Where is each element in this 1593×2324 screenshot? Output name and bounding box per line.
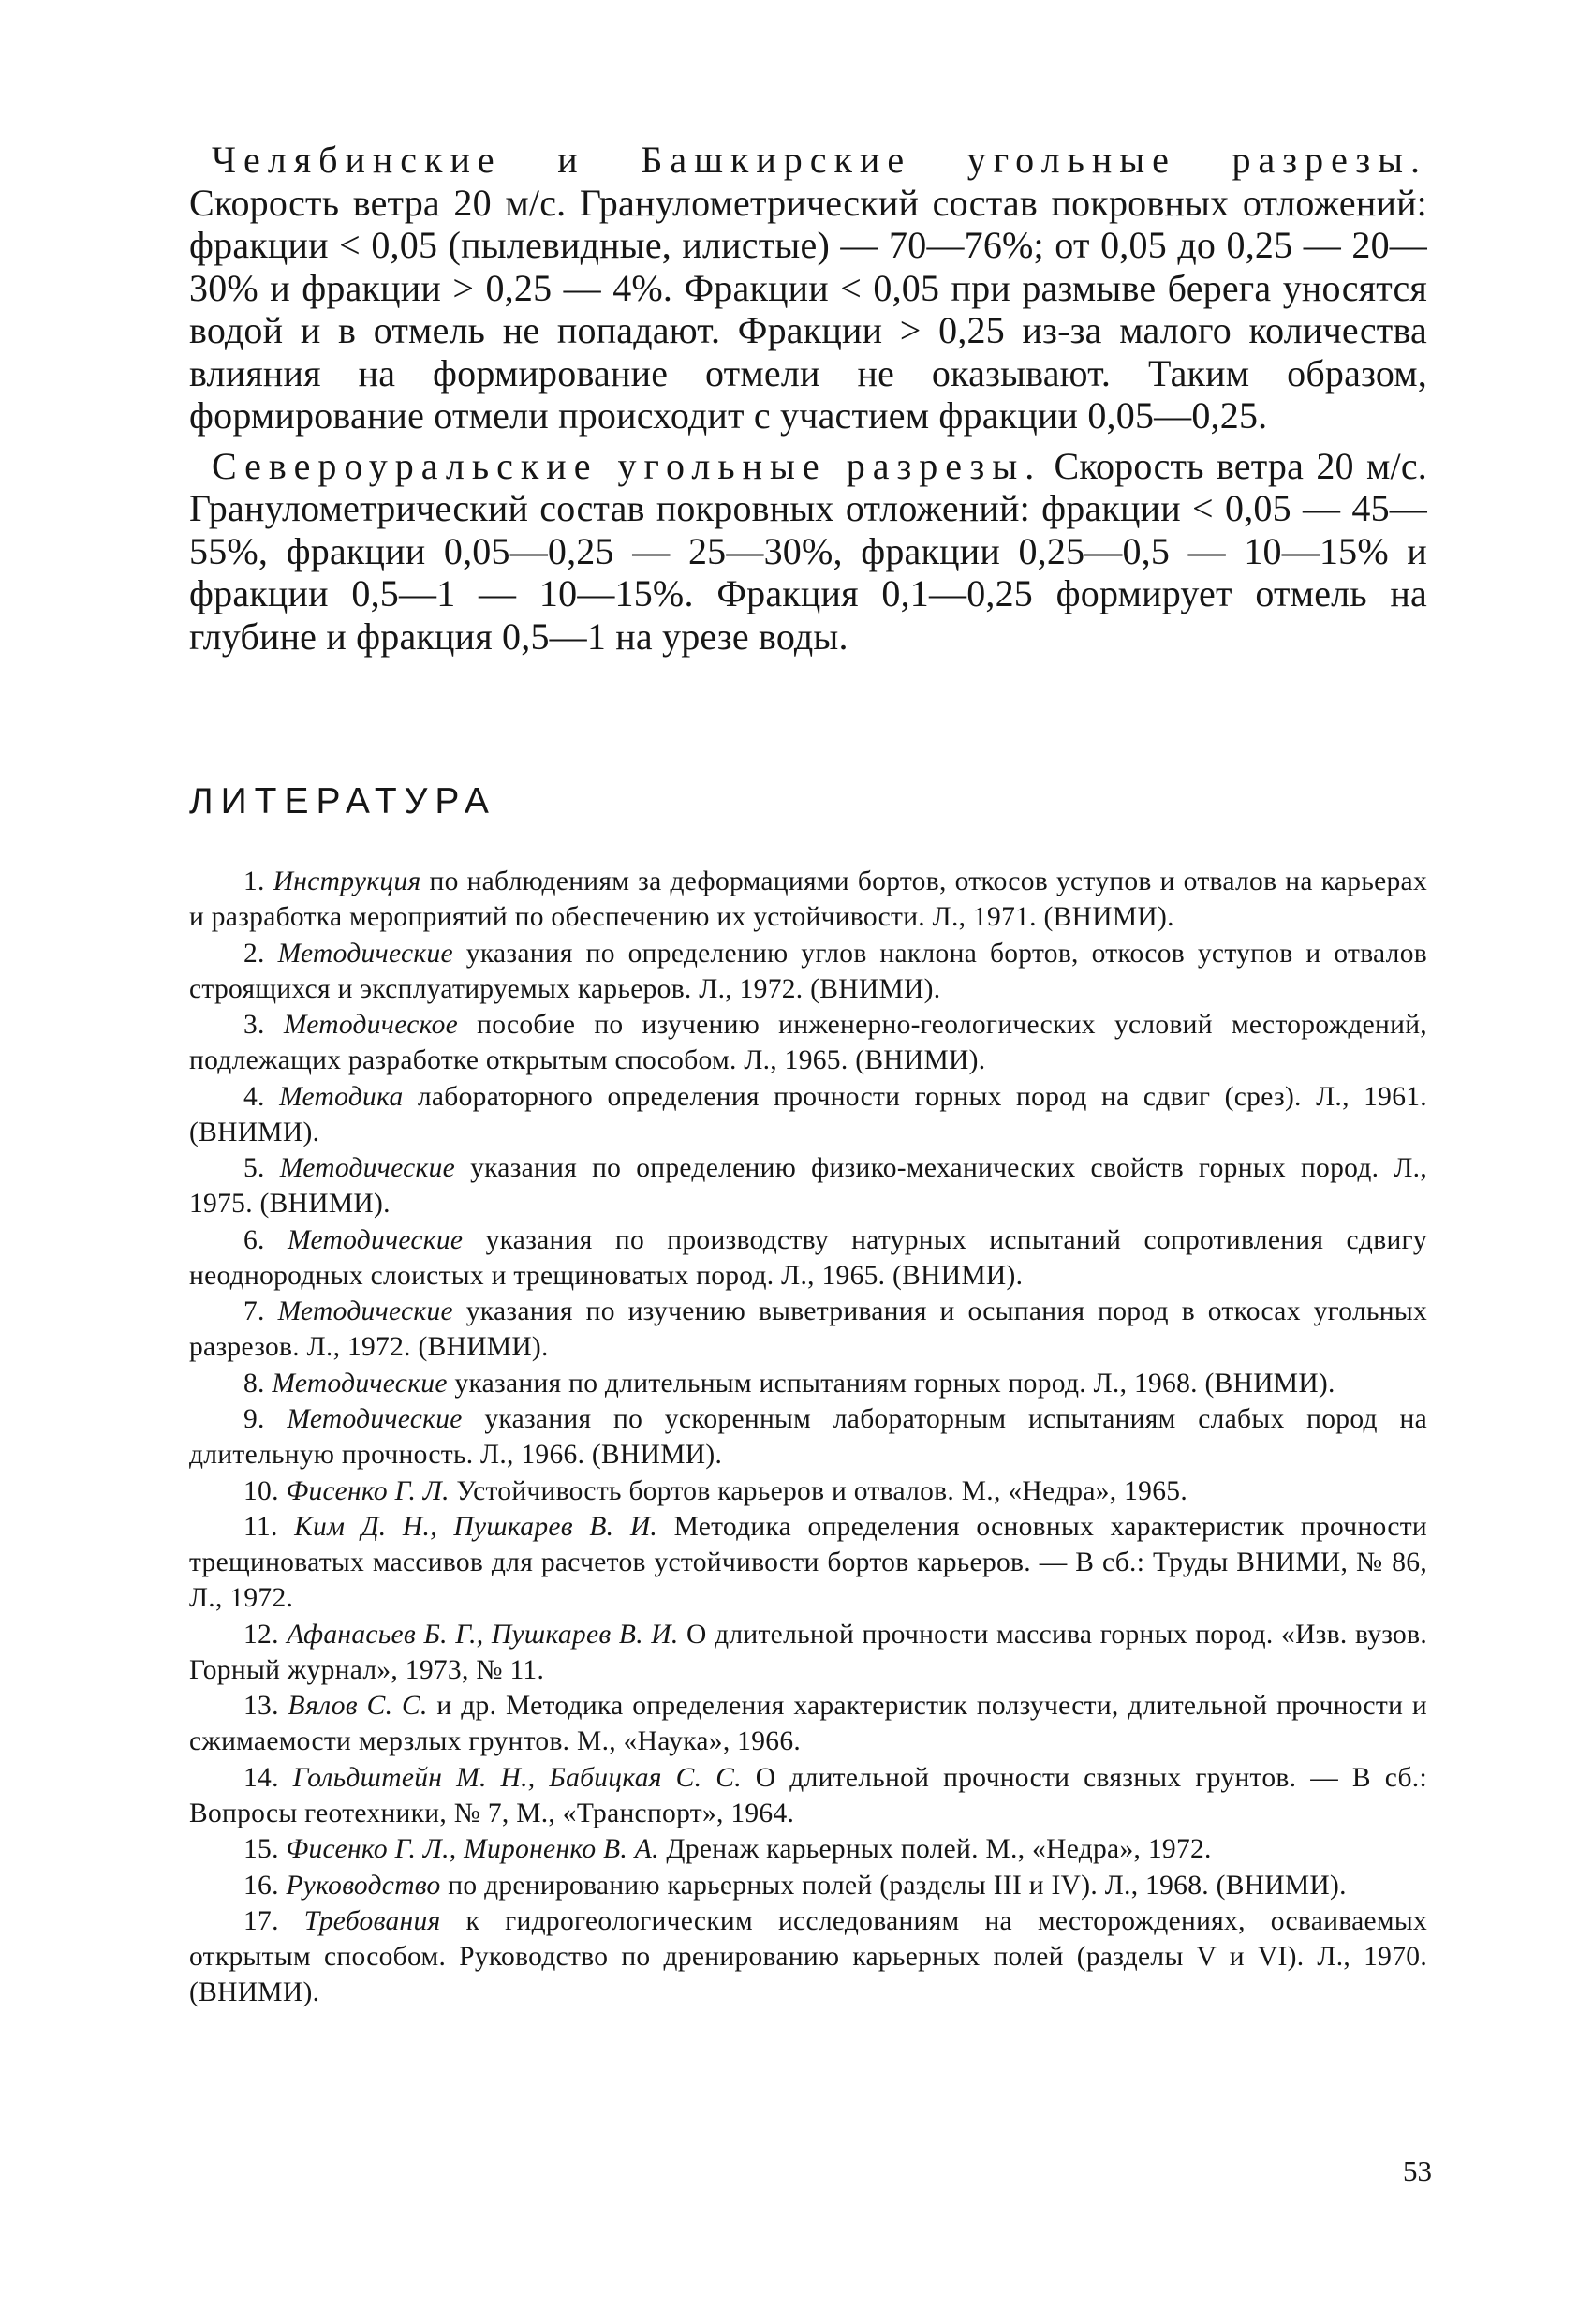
reference-text: к гидрогеологическим исследованиям на месторождениях, осваиваемых открытым способом. Руководство по дренированию карьерных полей (разделы V и VI). Л., 1970. (ВНИМИ). <box>189 1906 1427 2007</box>
literature-heading: ЛИТЕРАТУРА <box>189 781 496 822</box>
reference-italic: Инструкция <box>273 866 421 896</box>
reference-italic: Требования <box>303 1906 441 1936</box>
reference-text: по дренированию карьерных полей (разделы III и IV). Л., 1968. (ВНИМИ). <box>440 1870 1347 1901</box>
reference-number: 6. <box>243 1224 265 1255</box>
reference-italic: Методические <box>279 1153 456 1183</box>
reference-text: и др. Методика определения характеристик ползучести, длительной прочности и сжимаемости мерзлых грунтов. М., «Наука», 1966. <box>189 1691 1427 1756</box>
reference-italic: Методические <box>272 1368 448 1399</box>
reference-italic: Фисенко Г. Л., Мироненко В. А. <box>286 1834 659 1864</box>
reference-number: 15. <box>243 1834 279 1864</box>
reference-italic: Афанасьев Б. Г., Пушкарев В. И. <box>287 1619 679 1650</box>
paragraph-severoural <box>189 445 1427 659</box>
reference-number: 17. <box>243 1906 279 1936</box>
reference-item <box>189 1401 1427 1473</box>
reference-text: указания по определению углов наклона бортов, откосов уступов и отвалов строящихся и эксплуатируемых карьеров. Л., 1972. (ВНИМИ). <box>189 938 1427 1004</box>
paragraph-lead: Челябинские и Башкирские угольные разрезы. <box>212 139 1427 181</box>
reference-number: 16. <box>243 1870 279 1901</box>
reference-italic: Методические <box>288 1224 464 1255</box>
reference-text: указания по ускоренным лабораторным испытаниям слабых пород на длительную прочность. Л., 1966. (ВНИМИ). <box>189 1404 1427 1470</box>
paragraph-chelyabinsk <box>189 139 1427 437</box>
reference-item <box>189 1617 1427 1688</box>
reference-italic: Ким Д. Н., Пушкарев В. И. <box>294 1512 658 1542</box>
reference-item <box>189 1868 1427 1903</box>
reference-item <box>189 1509 1427 1616</box>
reference-text: указания по производству натурных испытаний сопротивления сдвигу неоднородных слоистых и трещиноватых пород. Л., 1965. (ВНИМИ). <box>189 1224 1427 1291</box>
reference-number: 1. <box>243 866 265 896</box>
reference-italic: Методические <box>287 1404 463 1434</box>
reference-italic: Методические <box>277 938 453 969</box>
reference-item <box>189 936 1427 1007</box>
reference-number: 5. <box>243 1153 265 1183</box>
reference-text: Методика определения основных характеристик прочности трещиноватых массивов для расчетов устойчивости бортов карьеров. — В сб.: Труды ВНИМИ, № 86, Л., 1972. <box>189 1512 1427 1613</box>
reference-italic: Фисенко Г. Л. <box>286 1475 450 1506</box>
reference-item <box>189 1222 1427 1294</box>
reference-italic: Руководство <box>286 1870 441 1901</box>
reference-number: 8. <box>243 1368 265 1399</box>
reference-text: пособие по изучению инженерно-геологических условий месторождений, подлежащих разработке открытым способом. Л., 1965. (ВНИМИ). <box>189 1010 1427 1075</box>
paragraph-lead: Североуральские угольные разрезы. <box>212 444 1042 487</box>
reference-list <box>189 864 1427 2010</box>
reference-text: указания по длительным испытаниям горных пород. Л., 1968. (ВНИМИ). <box>447 1368 1335 1399</box>
reference-italic: Гольдштейн М. Н., Бабицкая С. С. <box>292 1762 742 1793</box>
reference-number: 3. <box>243 1010 265 1040</box>
reference-number: 4. <box>243 1081 265 1112</box>
reference-item <box>189 1903 1427 2010</box>
reference-number: 10. <box>243 1475 279 1506</box>
reference-item <box>189 1688 1427 1759</box>
page-content <box>189 139 1427 2011</box>
reference-italic: Методическое <box>283 1010 459 1040</box>
reference-item <box>189 1366 1427 1401</box>
reference-number: 11. <box>243 1512 278 1542</box>
reference-text: указания по изучению выветривания и осыпания пород в откосах угольных разрезов. Л., 1972. (ВНИМИ). <box>189 1296 1427 1362</box>
reference-number: 13. <box>243 1691 279 1721</box>
page-number: 53 <box>1403 2154 1432 2187</box>
reference-item <box>189 1831 1427 1867</box>
paragraph-text: Скорость ветра 20 м/с. Гранулометрический состав покровных отложений: фракции < 0,05 — 45—55%, фракции 0,05—0,25 — 25—30%, фракции 0,25—0,5 — 10—15% и фракции 0,5—1 — 10—15%. Фракция 0,1—0,25 формирует отмель на глубине и фракция 0,5—1 на урезе воды. <box>189 444 1427 658</box>
paragraph-text: Скорость ветра 20 м/с. Гранулометрический состав покровных отложений: фракции < 0,05 (пылевидные, илистые) — 70—76%; от 0,05 до 0,25 — 20—30% и фракции > 0,25 — 4%. Фракции < 0,05 при размыве берега уносятся водой и в отмель не попадают. Фракции > 0,25 из-за малого количества влияния на формирование отмели не оказывают. Таким образом, формирование отмели происходит с участием фракции 0,05—0,25. <box>189 181 1427 437</box>
reference-item <box>189 1079 1427 1150</box>
reference-item <box>189 1150 1427 1221</box>
reference-text: лабораторного определения прочности горных пород на сдвиг (срез). Л., 1961. (ВНИМИ). <box>189 1081 1427 1147</box>
reference-italic: Вялов С. С. <box>288 1691 428 1721</box>
reference-number: 2. <box>243 938 265 969</box>
reference-text: по наблюдениям за деформациями бортов, откосов уступов и отвалов на карьерах и разработка мероприятий по обеспечению их устойчивости. Л., 1971. (ВНИМИ). <box>189 866 1427 932</box>
reference-italic: Методика <box>279 1081 404 1112</box>
reference-text: Дренаж карьерных полей. М., «Недра», 1972. <box>658 1834 1212 1864</box>
reference-number: 7. <box>243 1296 265 1326</box>
reference-item <box>189 1473 1427 1509</box>
reference-number: 9. <box>243 1404 265 1434</box>
reference-text: О длительной прочности массива горных пород. «Изв. вузов. Горный журнал», 1973, № 11. <box>189 1619 1427 1685</box>
reference-number: 12. <box>243 1619 279 1650</box>
reference-text: Устойчивость бортов карьеров и отвалов. М., «Недра», 1965. <box>449 1475 1188 1506</box>
reference-item <box>189 864 1427 935</box>
reference-italic: Методические <box>277 1296 453 1326</box>
reference-item <box>189 1760 1427 1831</box>
reference-number: 14. <box>243 1762 279 1793</box>
reference-text: О длительной прочности связных грунтов. — В сб.: Вопросы геотехники, № 7, М., «Транспорт», 1964. <box>189 1762 1427 1828</box>
reference-item <box>189 1294 1427 1365</box>
reference-item <box>189 1007 1427 1078</box>
reference-text: указания по определению физико-механических свойств горных пород. Л., 1975. (ВНИМИ). <box>189 1153 1427 1219</box>
